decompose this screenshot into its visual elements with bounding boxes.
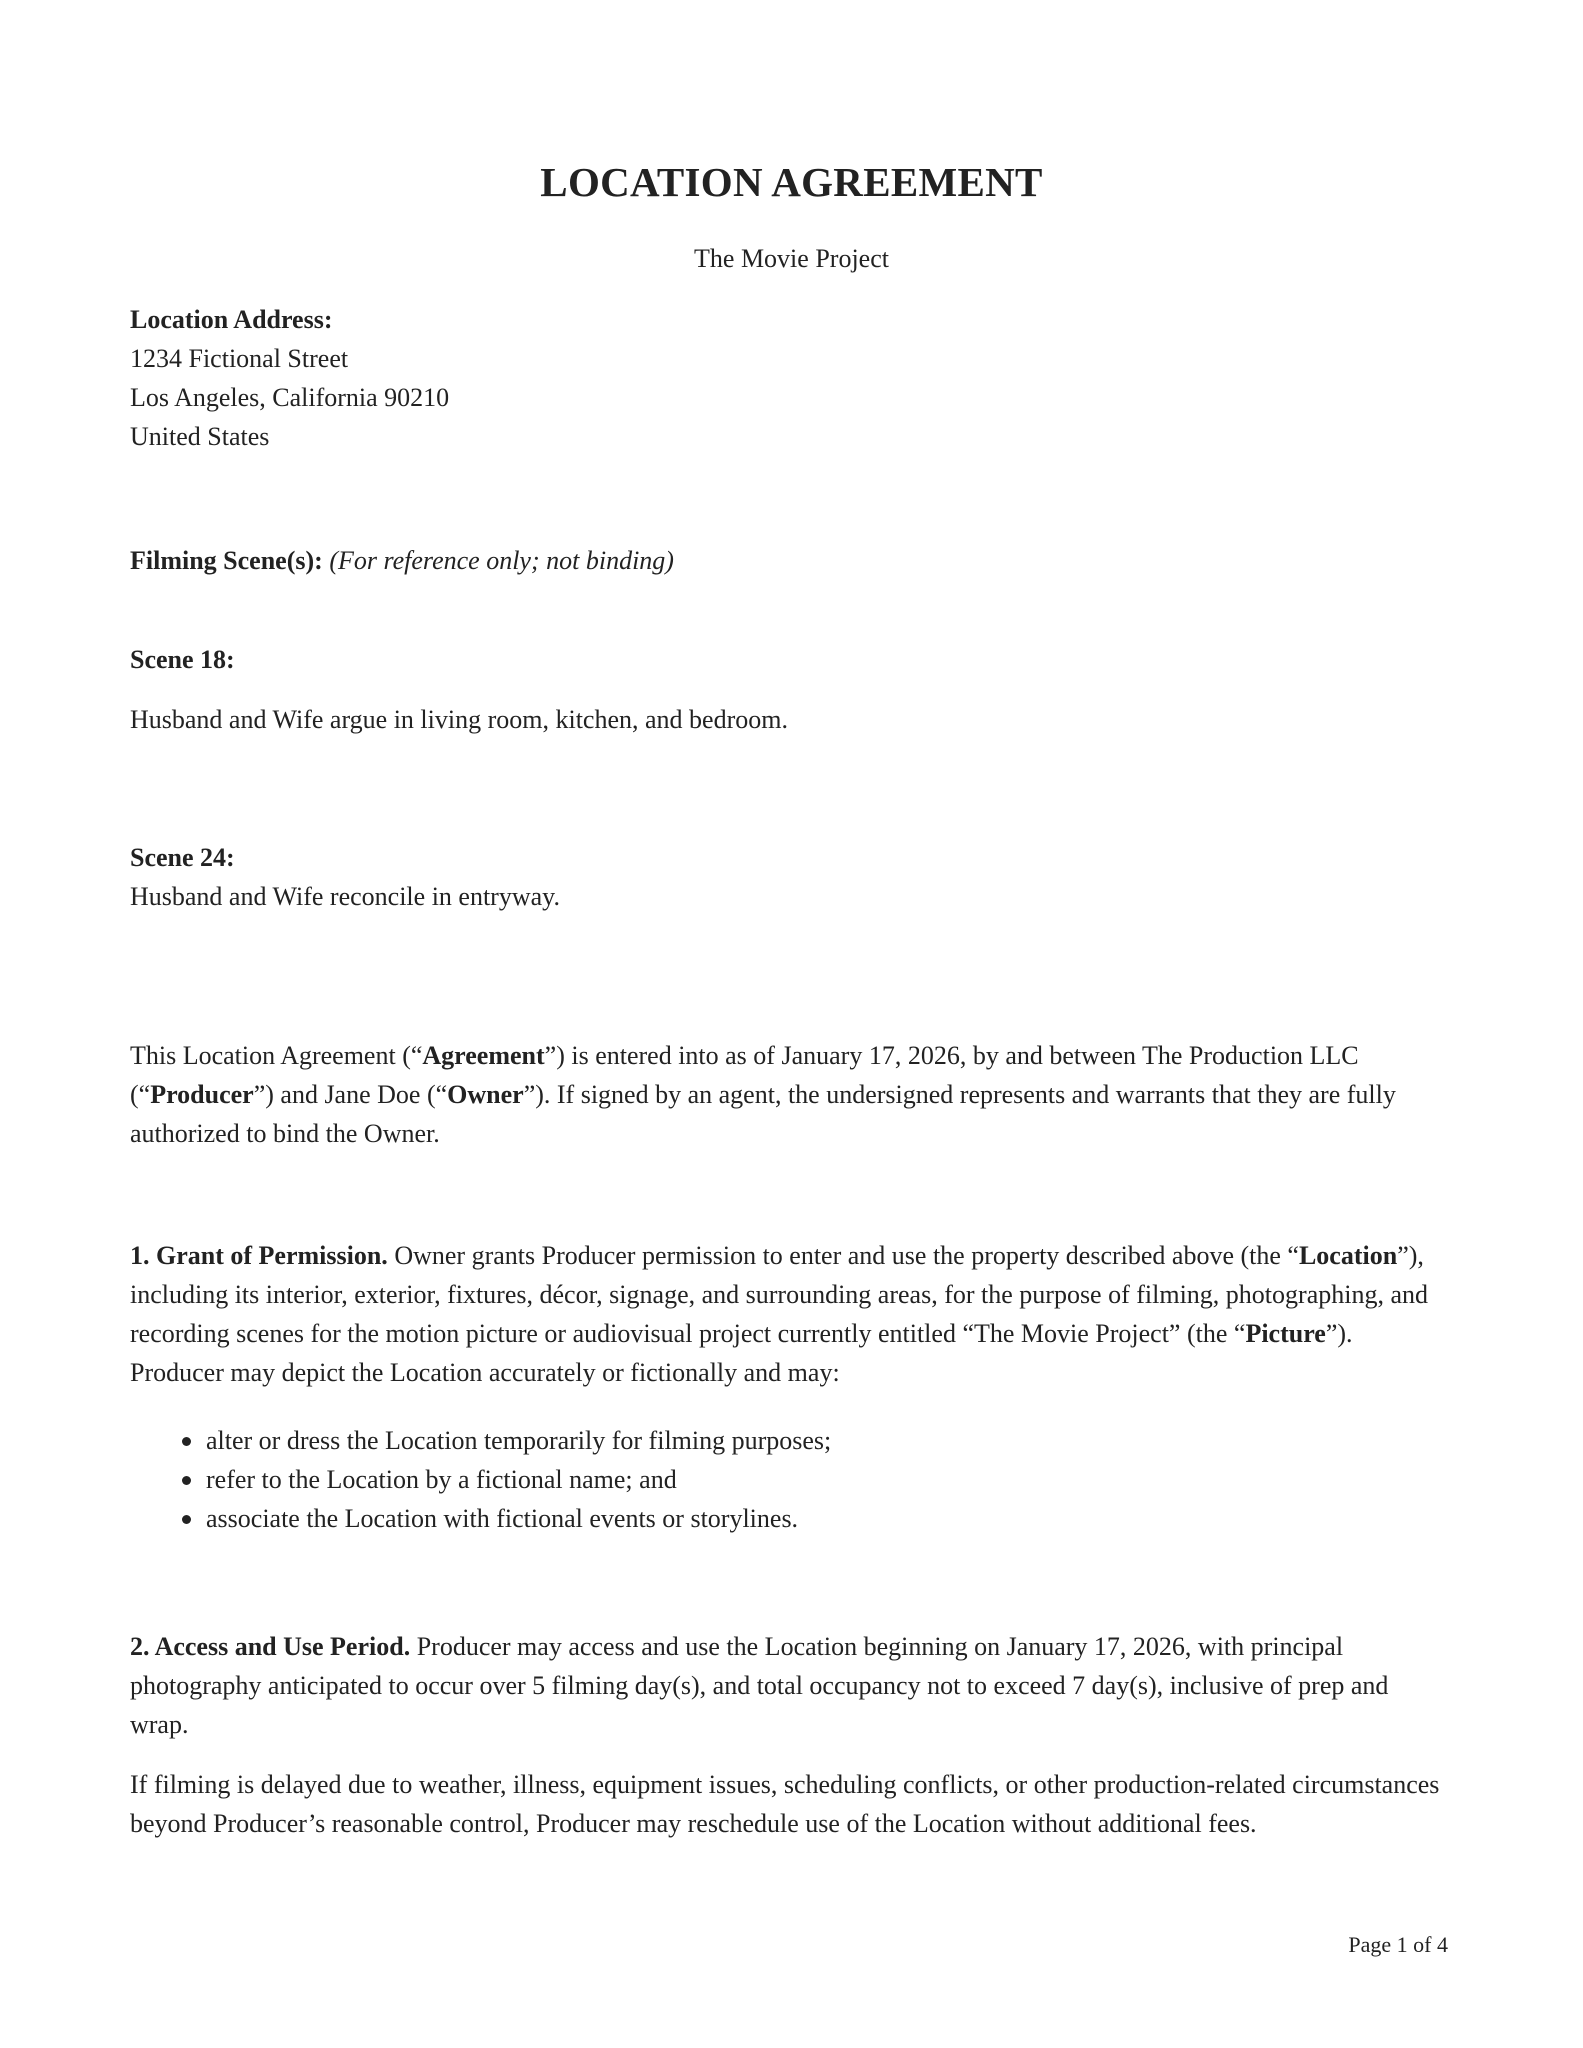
section-1-heading: 1. Grant of Permission. [130, 1241, 388, 1270]
intro-text: ”) is entered into as of January 17, 2026, by and between The Production LLC (“ [130, 1041, 1359, 1109]
section-2-delay-paragraph: If filming is delayed due to weather, illness, equipment issues, scheduling conflicts, or other production-related circumstances beyond Producer’s reasonable control, Producer may reschedule use of the Location without additional fees. [130, 1770, 1440, 1838]
document-title: LOCATION AGREEMENT [540, 159, 1043, 205]
owner-term: Owner [447, 1080, 524, 1109]
intro-text: ”). If signed by an agent, the undersigned represents and warrants that they are fully authorized to bind the Owner. [130, 1080, 1396, 1148]
agreement-term: Agreement [422, 1041, 545, 1070]
location-address-label: Location Address: [130, 305, 333, 334]
producer-term: Producer [150, 1080, 254, 1109]
address-line-1: 1234 Fictional Street [130, 344, 349, 373]
filming-scenes-label: Filming Scene(s): [130, 546, 323, 575]
document-subtitle: The Movie Project [694, 244, 889, 273]
location-address-block [130, 300, 449, 456]
filming-scenes-heading [130, 541, 674, 580]
section-1-paragraph [130, 1236, 1450, 1392]
scene-24-description: Husband and Wife reconcile in entryway. [130, 882, 560, 911]
bullet-item: associate the Location with fictional events or storylines. [178, 1499, 831, 1538]
scene-24-heading: Scene 24: [130, 843, 235, 872]
section-2-text: Producer may access and use the Location beginning on January 17, 2026, with principal photography anticipated to occur over 5 filming day(s), and total occupancy not to exceed 7 day(s), inclusive of prep and wrap. [130, 1632, 1389, 1739]
address-line-3: United States [130, 422, 270, 451]
bullet-item: alter or dress the Location temporarily for filming purposes; [178, 1421, 831, 1460]
bullet-item: refer to the Location by a fictional name; and [178, 1460, 831, 1499]
intro-text: ”) and Jane Doe (“ [253, 1080, 448, 1109]
page-number: Page 1 of 4 [1348, 1932, 1448, 1957]
intro-text: This Location Agreement (“ [130, 1041, 423, 1070]
filming-scenes-note: (For reference only; not binding) [329, 546, 674, 575]
address-line-2: Los Angeles, California 90210 [130, 383, 450, 412]
section-1-text: Owner grants Producer permission to enter and use the property described above (the “ [387, 1241, 1299, 1270]
picture-term: Picture [1245, 1319, 1326, 1348]
section-2-heading: 2. Access and Use Period. [130, 1632, 411, 1661]
scene-18-heading: Scene 18: [130, 645, 235, 674]
scene-18-description: Husband and Wife argue in living room, kitchen, and bedroom. [130, 705, 788, 734]
section-2-paragraph [130, 1627, 1450, 1744]
permission-bullet-list [178, 1421, 831, 1538]
location-term: Location [1298, 1241, 1398, 1270]
intro-paragraph [130, 1036, 1450, 1153]
section-1-text: ”). Producer may depict the Location accurately or fictionally and may: [130, 1319, 1353, 1387]
section-1-text: ”), including its interior, exterior, fixtures, décor, signage, and surrounding areas, for the purpose of filming, photographing, and recording scenes for the motion picture or audiovisual project currently entitled “The Movie Project” (the “ [130, 1241, 1428, 1348]
